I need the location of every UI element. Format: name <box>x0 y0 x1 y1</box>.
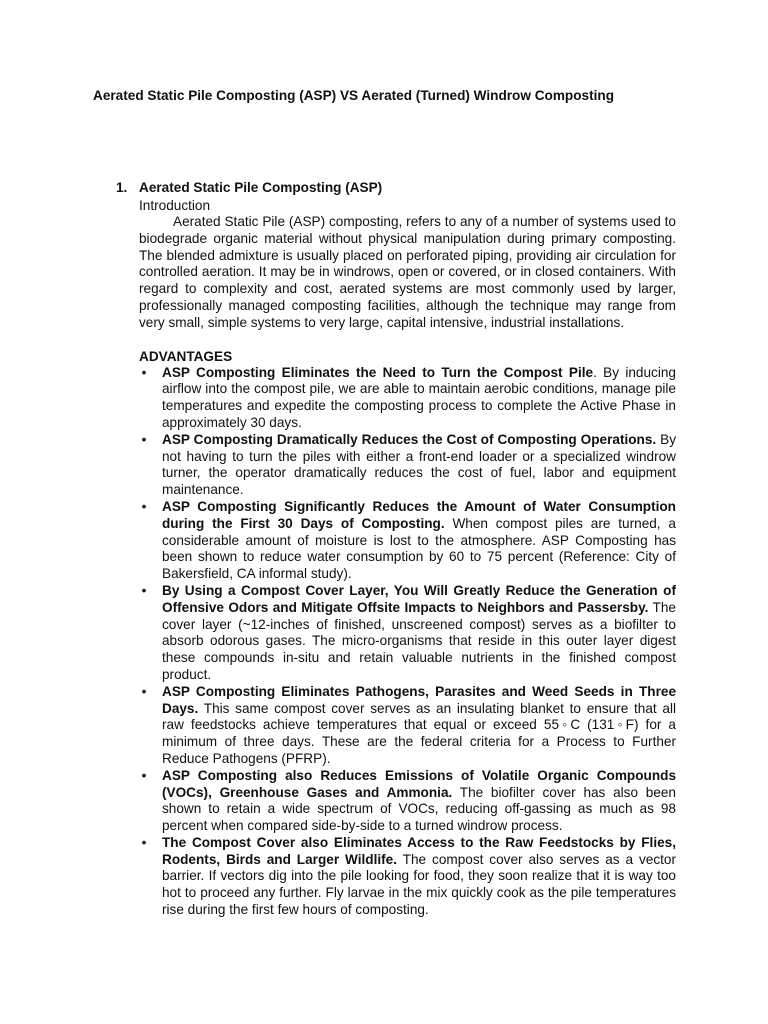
section-asp <box>116 179 676 919</box>
advantage-text: . By inducing airflow into the compost pile, we are able to maintain aerobic conditions, manage pile temperatures and expedite the composting process to complete the Active Phase in approximately 30 days. <box>162 364 676 430</box>
bullet-icon: • <box>141 582 147 598</box>
advantage-title: ASP Composting Dramatically Reduces the Cost of Composting Operations. <box>162 431 657 447</box>
bullet-icon: • <box>141 364 147 380</box>
document-title: Aerated Static Pile Composting (ASP) VS Aerated (Turned) Windrow Composting <box>93 88 615 103</box>
advantage-item <box>139 365 676 432</box>
advantage-item <box>139 432 676 499</box>
advantage-text: The biofilter cover has also been shown to retain a wide spectrum of VOCs, reducing off-gassing as much as 98 percent when compared side-by-side to a turned windrow process. <box>162 784 676 834</box>
bullet-icon: • <box>141 767 147 783</box>
bullet-icon: • <box>141 431 147 447</box>
advantage-text: The cover layer (~12-inches of finished, unscreened compost) serves as a biofilter to absorb odorous gases. The micro-organisms that reside in this outer layer digest these compounds in-situ and retain valuable nutrients in the finished compost product. <box>162 599 676 682</box>
section-number: 1. <box>116 180 128 195</box>
advantage-text: When compost piles are turned, a considerable amount of moisture is lost to the atmosphere. ASP Composting has been shown to reduce water consumption by 60 to 75 percent (Reference: City of Bakersfield, CA informal study). <box>162 515 676 582</box>
advantage-item <box>139 684 676 768</box>
advantage-item <box>139 835 676 919</box>
section-body <box>139 197 676 919</box>
advantage-text: This same compost cover serves as an insulating blanket to ensure that all raw feedstocks achieve temperatures that equal or exceed 55◦C (131◦F) for a minimum of three days. These are the federal criteria for a Process to Further Reduce Pathogens (PFRP). <box>162 700 676 766</box>
advantage-item <box>139 768 676 835</box>
introduction-label: Introduction <box>139 198 211 213</box>
bullet-icon: • <box>141 683 147 699</box>
bullet-icon: • <box>141 498 147 514</box>
advantage-title: The Compost Cover also Eliminates Access to the Raw Feedstocks by Flies, Rodents, Birds and Larger Wildlife. <box>162 834 676 867</box>
advantage-title: ASP Composting also Reduces Emissions of Volatile Organic Compounds (VOCs), Greenhouse Gases and Ammonia. <box>162 767 676 800</box>
introduction-paragraph: Aerated Static Pile (ASP) composting, refers to any of a number of systems used to biodegrade organic material without physical manipulation during primary composting. The blended admixture is usually placed on perforated piping, providing air circulation for controlled aeration. It may be in windrows, open or covered, or in closed containers. With regard to complexity and cost, aerated systems are most commonly used by larger, professionally managed composting facilities, although the technique may range from very small, simple systems to very large, capital intensive, industrial installations. <box>139 214 676 330</box>
advantage-title: ASP Composting Significantly Reduces the Amount of Water Consumption during the First 30 Days of Composting. <box>162 498 676 531</box>
advantage-text: The compost cover also serves as a vector barrier. If vectors dig into the pile looking for food, they soon realize that it is way too hot to proceed any further. Fly larvae in the mix quickly cook as the pile temperatures rise during the first few hours of composting. <box>162 851 677 918</box>
advantage-title: ASP Composting Eliminates Pathogens, Parasites and Weed Seeds in Three Days. <box>162 683 676 716</box>
advantage-title: By Using a Compost Cover Layer, You Will Greatly Reduce the Generation of Offensive Odors and Mitigate Offsite Impacts to Neighbors and Passersby. <box>162 582 676 615</box>
bullet-icon: • <box>141 834 147 850</box>
advantage-item <box>139 583 676 684</box>
section-heading-text: Aerated Static Pile Composting (ASP) <box>139 180 383 195</box>
advantage-item <box>139 499 676 583</box>
advantage-text: By not having to turn the piles with either a front-end loader or a specialized windrow turner, the operator dramatically reduces the cost of fuel, labor and equipment maintenance. <box>162 431 676 498</box>
advantages-list <box>139 365 676 919</box>
advantages-heading: ADVANTAGES <box>139 348 233 364</box>
section-heading <box>116 179 676 196</box>
advantage-title: ASP Composting Eliminates the Need to Turn the Compost Pile <box>162 364 594 380</box>
